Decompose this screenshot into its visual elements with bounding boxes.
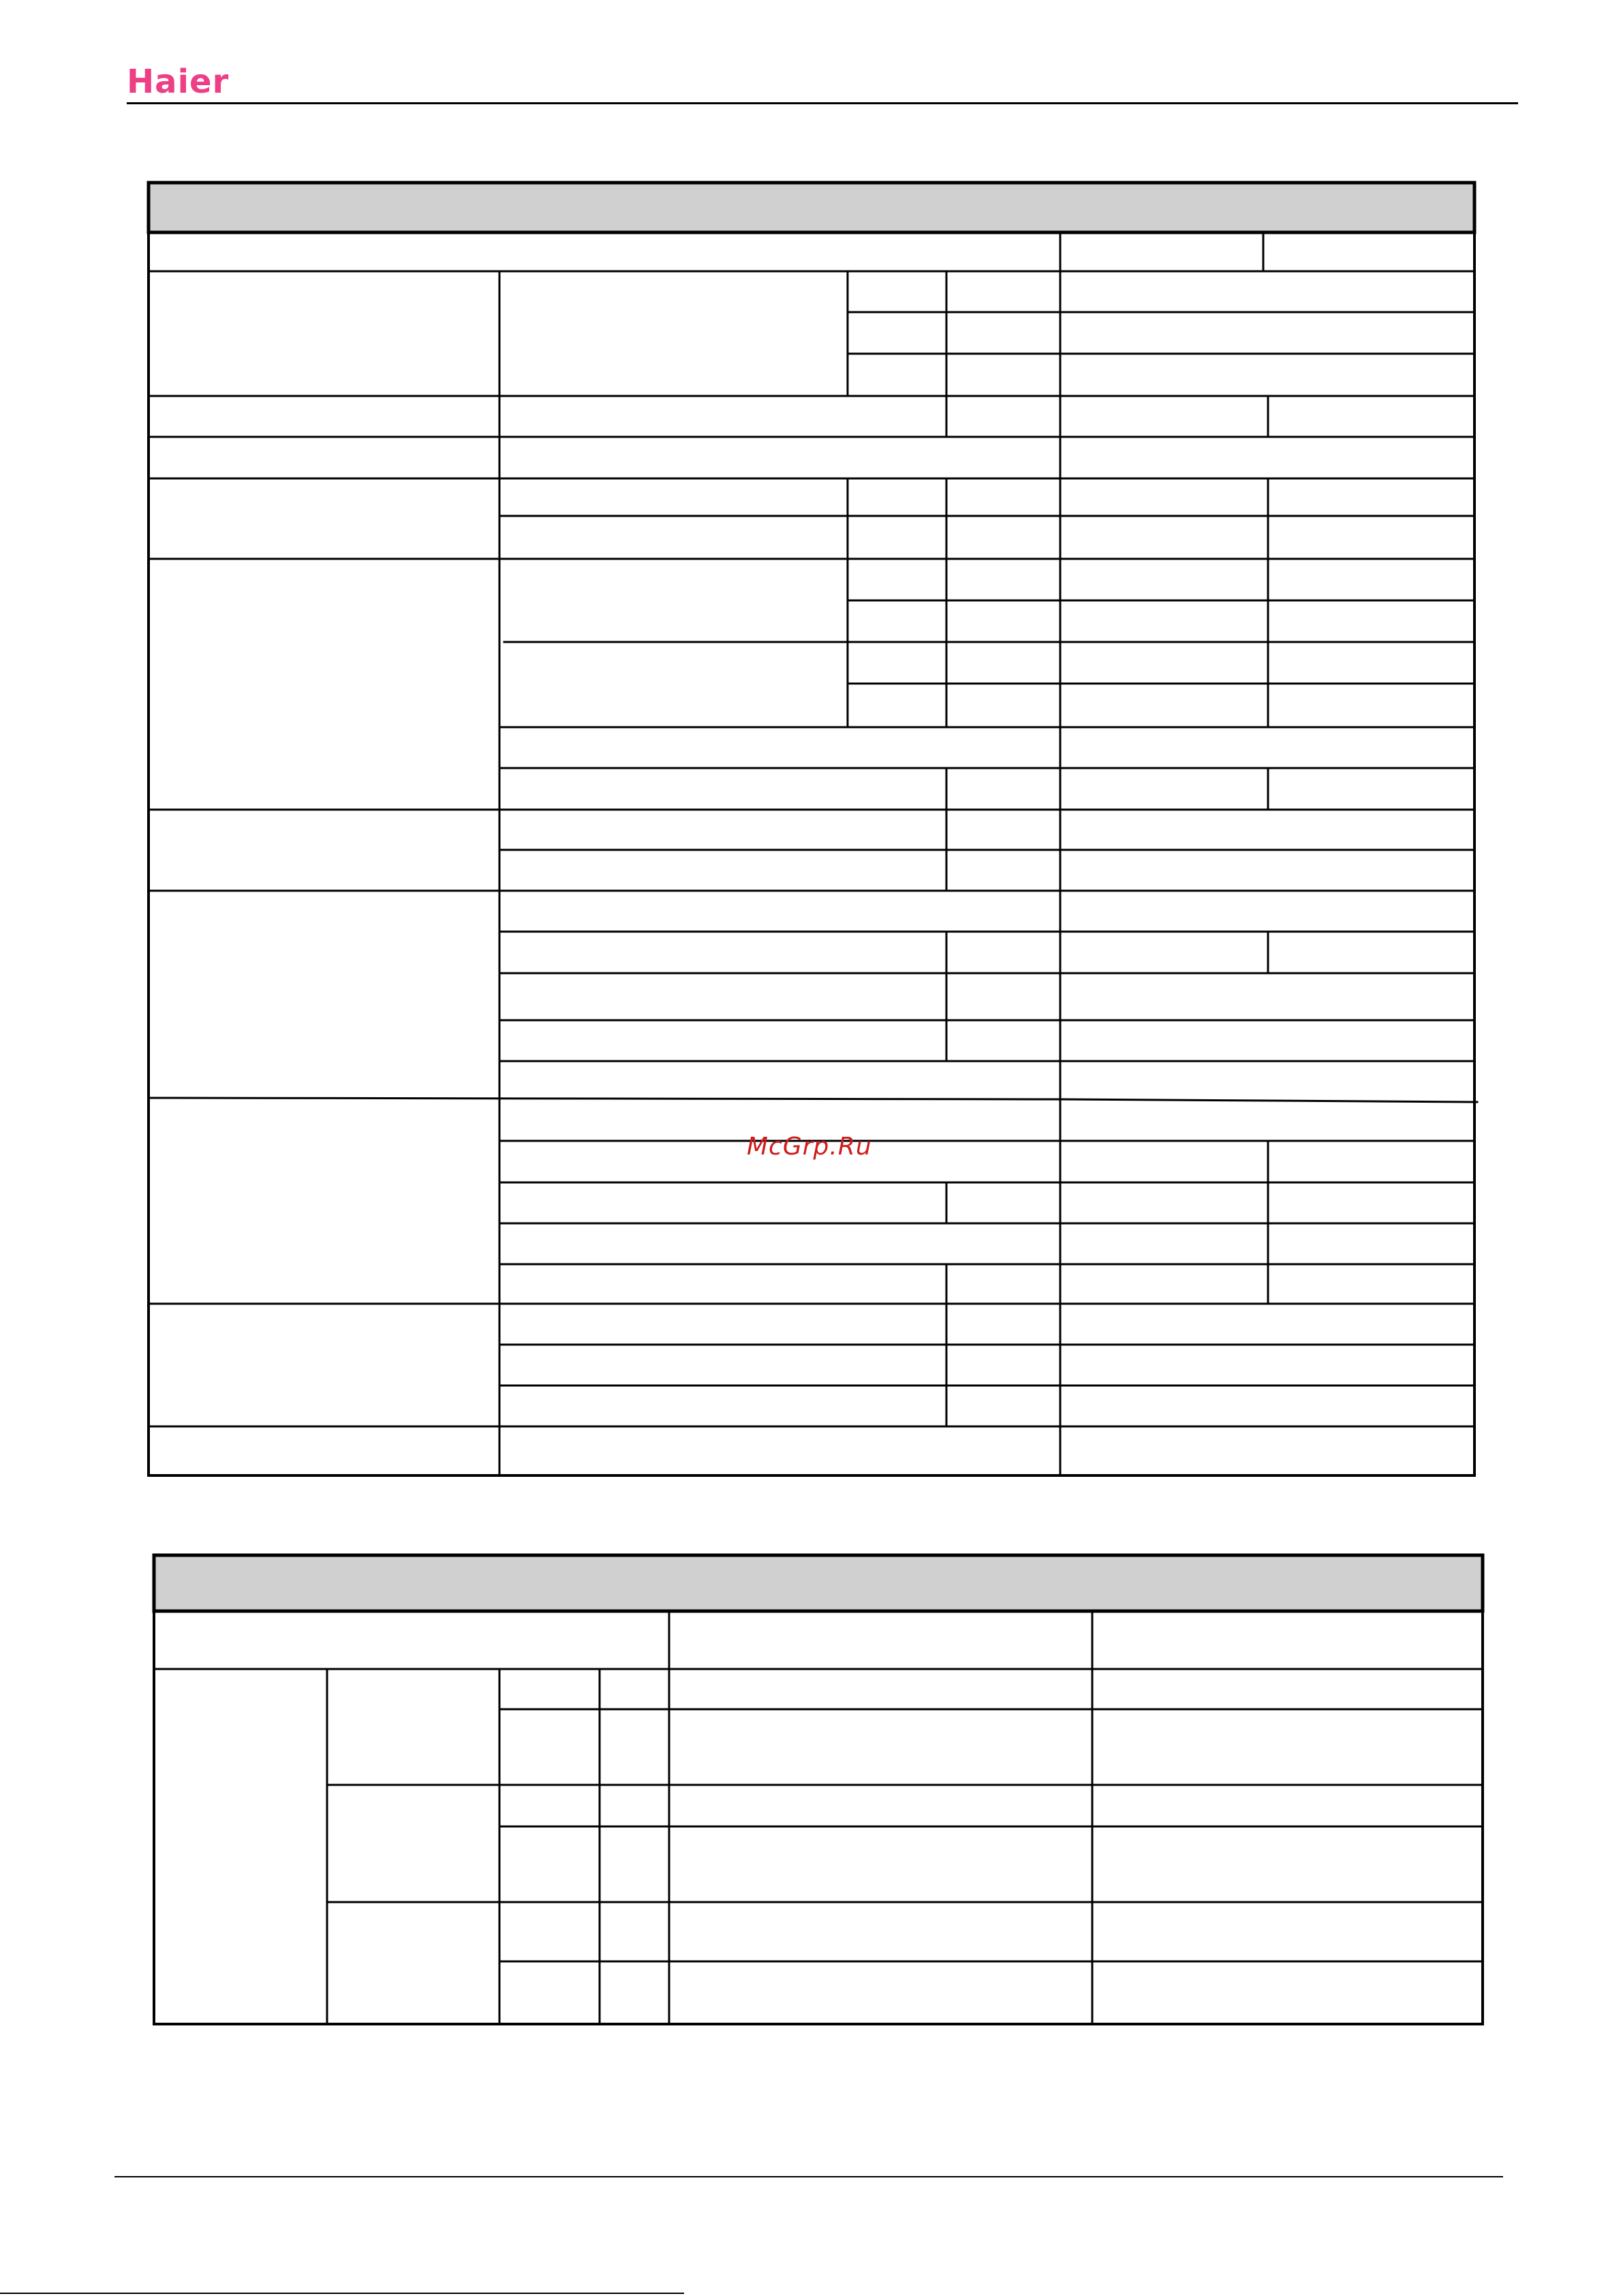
table2-title-band (154, 1555, 1483, 1611)
bottom-edge-rule (0, 2293, 684, 2294)
spec-table-2 (154, 1555, 1483, 2024)
brand-logo: Haier (127, 63, 230, 101)
footer-rule (114, 2176, 1503, 2177)
table1-title-band (149, 183, 1474, 232)
watermark-text: McGrp.Ru (747, 1133, 872, 1161)
spec-table-1 (149, 183, 1477, 1475)
